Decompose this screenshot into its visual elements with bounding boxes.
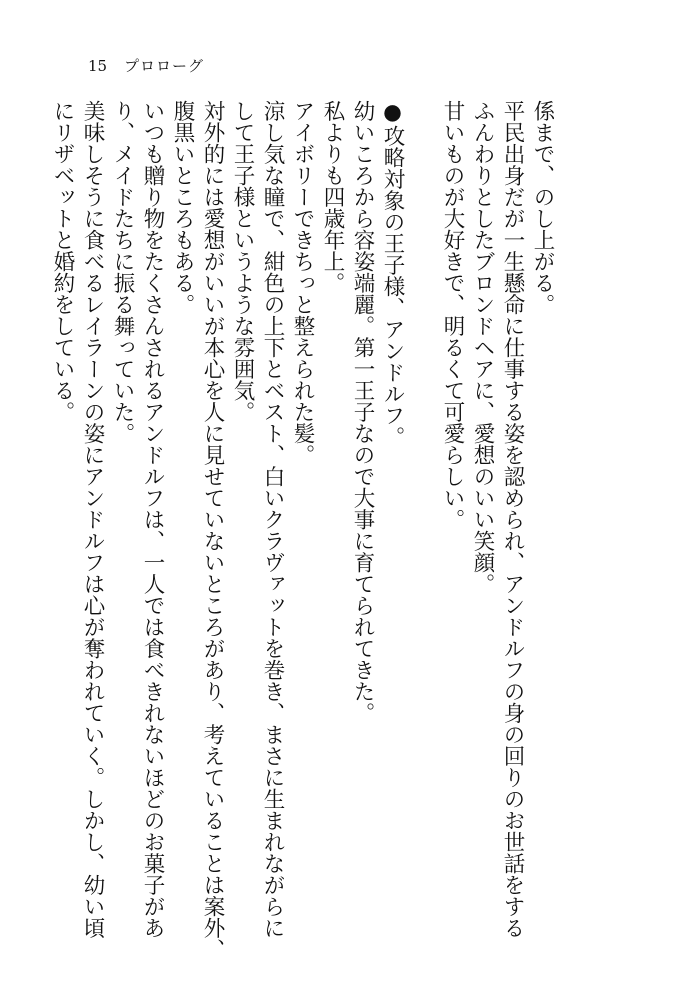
- text-column: にリザベットと婚約をしている。: [50, 100, 75, 423]
- text-column: 係まで、のし上がる。: [530, 100, 555, 315]
- blank-column: [407, 100, 437, 980]
- text-column: ふんわりとしたブロンドヘアに、愛想のいい笑顔。: [470, 100, 495, 595]
- text-column: いつも贈り物をたくさんされるアンドルフは、一人では食べきれないほどのお菓子があ: [140, 100, 165, 939]
- text-column: ●攻略対象の王子様、アンドルフ。: [380, 100, 405, 448]
- text-column: 腹黒いところもある。: [170, 100, 195, 315]
- page-number: 15: [88, 57, 108, 75]
- text-column: 甘いものが大好きで、明るくて可愛らしい。: [440, 100, 465, 530]
- text-column: アイボリーできちっと整えられた髪。: [290, 100, 315, 466]
- chapter-title: プロローグ: [124, 57, 205, 75]
- text-column: 涼し気な瞳で、紺色の上下とベスト、白いクラヴァットを巻き、まさに生まれながらに: [260, 100, 285, 939]
- text-column: 平民出身だが一生懸命に仕事する姿を認められ、アンドルフの身の回りのお世話をする: [500, 100, 525, 939]
- text-column: 私よりも四歳年上。: [320, 100, 345, 294]
- body-text: [50, 100, 557, 980]
- text-column: 幼いころから容姿端麗。第一王子なので大事に育てられてきた。: [350, 100, 375, 724]
- running-header: [88, 55, 204, 79]
- text-column: 対外的には愛想がいいが本心を人に見せていないところがあり、考えていることは案外、: [200, 100, 225, 960]
- text-column: して王子様というような雰囲気。: [230, 100, 255, 423]
- text-column: 美味しそうに食べるレイラーンの姿にアンドルフは心が奪われていく。しかし、幼い頃: [80, 100, 105, 939]
- text-column: り、メイドたちに振る舞っていた。: [110, 100, 135, 444]
